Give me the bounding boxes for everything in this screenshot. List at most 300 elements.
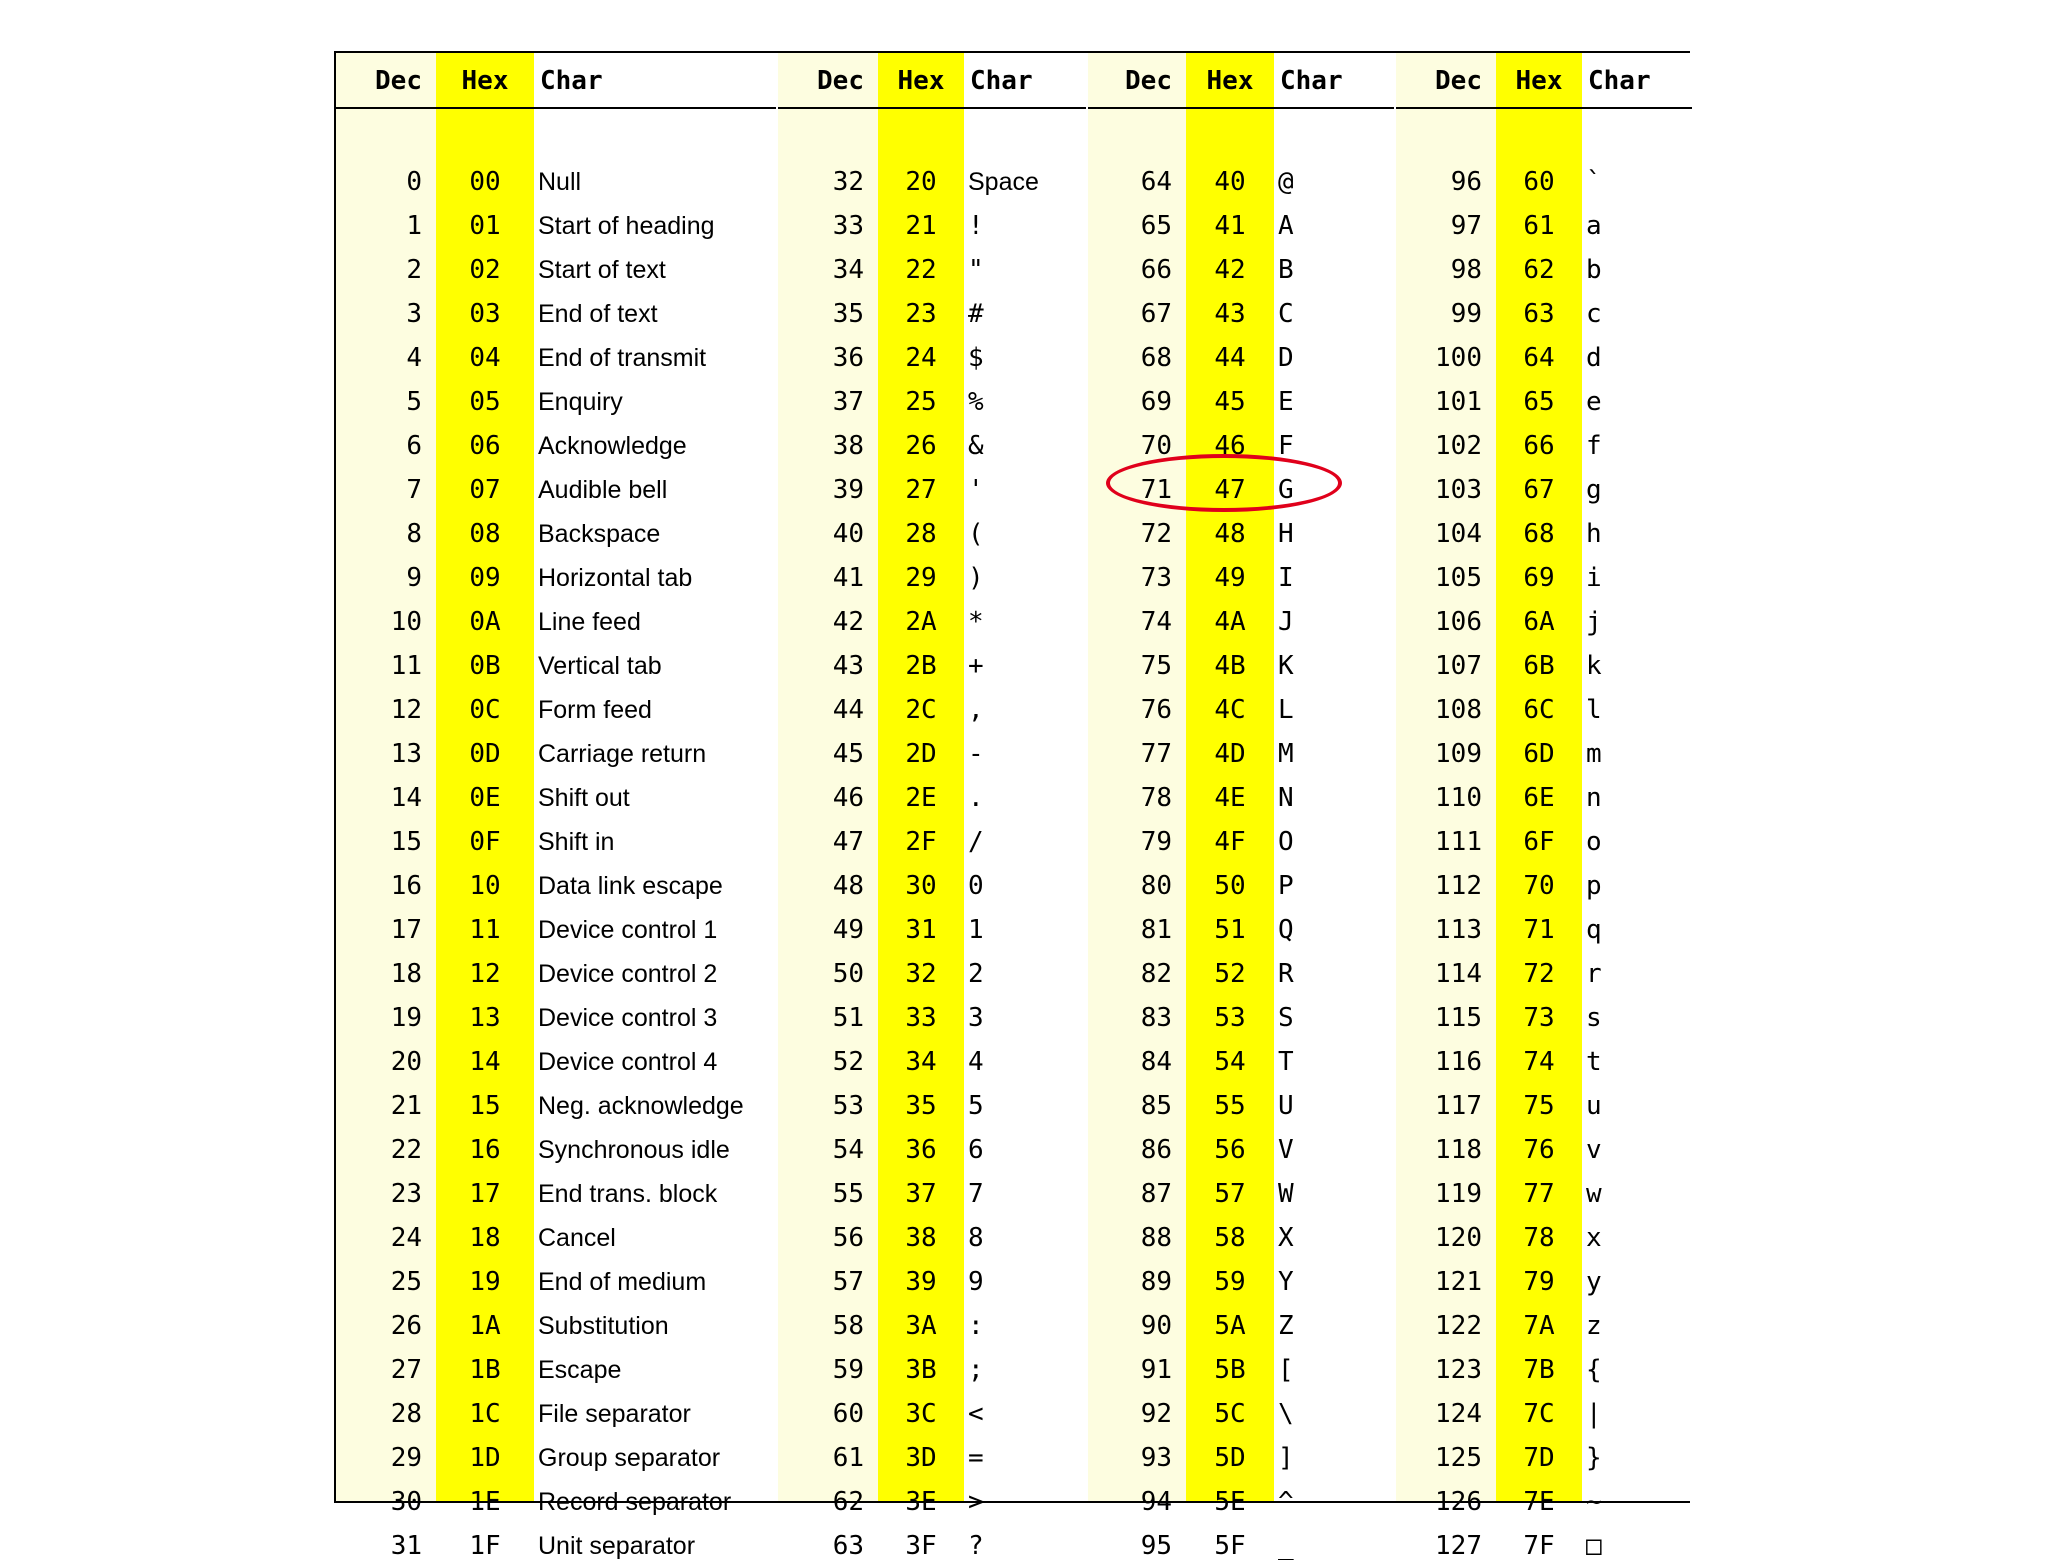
column-group-2	[778, 53, 1088, 1561]
char-cell: ]	[1278, 1443, 1294, 1473]
dec-cell: 75	[1140, 651, 1172, 681]
char-cell: I	[1278, 563, 1294, 593]
char-cell: 1	[968, 915, 984, 945]
char-cell: v	[1586, 1135, 1602, 1165]
dec-cell: 88	[1140, 1223, 1172, 1253]
dec-cell: 91	[1140, 1355, 1172, 1385]
hex-cell: 65	[1523, 387, 1555, 417]
dec-cell: 7	[406, 475, 422, 505]
hex-cell: 40	[1214, 167, 1246, 197]
hex-cell: 37	[905, 1179, 937, 1209]
hex-cell: 6A	[1523, 607, 1555, 637]
hex-cell: 13	[469, 1003, 501, 1033]
dec-cell: 45	[832, 739, 864, 769]
hex-cell: 1D	[469, 1443, 501, 1473]
char-cell: u	[1586, 1091, 1602, 1121]
hex-cell: 30	[905, 871, 937, 901]
control-name-cell: Device control 1	[538, 916, 718, 944]
dec-cell: 80	[1140, 871, 1172, 901]
dec-cell: 127	[1435, 1531, 1482, 1561]
dec-cell: 123	[1435, 1355, 1482, 1385]
dec-cell: 73	[1140, 563, 1172, 593]
hex-cell: 06	[469, 431, 501, 461]
hex-cell: 19	[469, 1267, 501, 1297]
dec-cell: 107	[1435, 651, 1482, 681]
char-cell: 7	[968, 1179, 984, 1209]
hex-cell: 2A	[905, 607, 937, 637]
char-cell: |	[1586, 1399, 1602, 1429]
hex-cell: 2B	[905, 651, 937, 681]
header-divider	[1088, 107, 1394, 109]
hex-cell: 12	[469, 959, 501, 989]
control-name-cell: End of transmit	[538, 344, 707, 372]
hex-cell: 23	[905, 299, 937, 329]
dec-cell: 3	[406, 299, 422, 329]
char-cell: ,	[968, 695, 984, 725]
char-cell: (	[968, 519, 984, 549]
dec-cell: 40	[832, 519, 864, 549]
dec-cell: 105	[1435, 563, 1482, 593]
hex-cell: 43	[1214, 299, 1246, 329]
char-cell: p	[1586, 871, 1602, 901]
hex-cell: 3E	[905, 1487, 937, 1517]
hex-cell: 01	[469, 211, 501, 241]
char-cell: 2	[968, 959, 984, 989]
dec-cell: 39	[832, 475, 864, 505]
control-name-cell: Backspace	[538, 520, 661, 548]
char-cell: .	[968, 783, 984, 813]
control-name-cell: Device control 4	[538, 1048, 718, 1076]
dec-cell: 42	[832, 607, 864, 637]
header-divider	[1396, 107, 1692, 109]
hex-cell: 63	[1523, 299, 1555, 329]
dec-cell: 96	[1450, 167, 1482, 197]
char-cell: $	[968, 343, 984, 373]
dec-cell: 79	[1140, 827, 1172, 857]
char-cell: m	[1586, 739, 1602, 769]
header-divider	[778, 107, 1086, 109]
dec-cell: 122	[1435, 1311, 1482, 1341]
char-cell: 3	[968, 1003, 984, 1033]
char-cell: L	[1278, 695, 1294, 725]
hex-cell: 7E	[1523, 1487, 1555, 1517]
dec-cell: 48	[832, 871, 864, 901]
dec-cell: 82	[1140, 959, 1172, 989]
char-cell: w	[1586, 1179, 1602, 1209]
dec-cell: 41	[832, 563, 864, 593]
char-cell: f	[1586, 431, 1602, 461]
control-name-cell: Enquiry	[538, 388, 623, 416]
hex-cell: 1C	[469, 1399, 501, 1429]
dec-cell: 125	[1435, 1443, 1482, 1473]
header-dec: Dec	[817, 66, 864, 96]
control-name-cell: Start of text	[538, 256, 666, 284]
hex-cell: 72	[1523, 959, 1555, 989]
dec-cell: 44	[832, 695, 864, 725]
char-cell: @	[1278, 167, 1294, 197]
dec-cell: 29	[390, 1443, 422, 1473]
header-char: Char	[540, 66, 603, 96]
hex-cell: 09	[469, 563, 501, 593]
control-name-cell: Horizontal tab	[538, 564, 693, 592]
hex-cell: 1A	[469, 1311, 501, 1341]
hex-cell: 07	[469, 475, 501, 505]
control-name-cell: Substitution	[538, 1312, 669, 1340]
hex-cell: 7A	[1523, 1311, 1555, 1341]
hex-cell: 2E	[905, 783, 937, 813]
char-cell: `	[1586, 167, 1602, 197]
hex-cell: 2F	[905, 827, 937, 857]
hex-cell: 79	[1523, 1267, 1555, 1297]
hex-cell: 4E	[1214, 783, 1246, 813]
dec-cell: 53	[832, 1091, 864, 1121]
hex-cell: 05	[469, 387, 501, 417]
char-cell: z	[1586, 1311, 1602, 1341]
hex-cell: 3C	[905, 1399, 937, 1429]
dec-cell: 104	[1435, 519, 1482, 549]
dec-cell: 102	[1435, 431, 1482, 461]
char-cell: +	[968, 651, 984, 681]
hex-cell: 3D	[905, 1443, 937, 1473]
hex-cell: 5D	[1214, 1443, 1246, 1473]
dec-cell: 16	[390, 871, 422, 901]
hex-cell: 78	[1523, 1223, 1555, 1253]
char-cell: Z	[1278, 1311, 1294, 1341]
hex-cell: 04	[469, 343, 501, 373]
char-cell: U	[1278, 1091, 1294, 1121]
dec-cell: 106	[1435, 607, 1482, 637]
hex-cell: 14	[469, 1047, 501, 1077]
hex-cell: 51	[1214, 915, 1246, 945]
hex-cell: 3B	[905, 1355, 937, 1385]
dec-cell: 78	[1140, 783, 1172, 813]
char-cell: O	[1278, 827, 1294, 857]
dec-cell: 126	[1435, 1487, 1482, 1517]
char-cell: \	[1278, 1399, 1294, 1429]
hex-cell: 47	[1214, 475, 1246, 505]
hex-cell: 67	[1523, 475, 1555, 505]
hex-cell: 0D	[469, 739, 501, 769]
dec-cell: 24	[390, 1223, 422, 1253]
dec-cell: 14	[390, 783, 422, 813]
dec-cell: 66	[1140, 255, 1172, 285]
hex-cell: 54	[1214, 1047, 1246, 1077]
hex-cell: 11	[469, 915, 501, 945]
dec-cell: 50	[832, 959, 864, 989]
hex-cell: 24	[905, 343, 937, 373]
hex-cell: 15	[469, 1091, 501, 1121]
dec-cell: 12	[390, 695, 422, 725]
dec-cell: 43	[832, 651, 864, 681]
char-cell: :	[968, 1311, 984, 1341]
hex-cell: 66	[1523, 431, 1555, 461]
header-char: Char	[1280, 66, 1343, 96]
hex-cell: 0A	[469, 607, 501, 637]
hex-cell: 1E	[469, 1487, 501, 1517]
hex-cell: 0E	[469, 783, 501, 813]
header-dec: Dec	[1125, 66, 1172, 96]
hex-cell: 6C	[1523, 695, 1555, 725]
dec-cell: 90	[1140, 1311, 1172, 1341]
dec-cell: 87	[1140, 1179, 1172, 1209]
hex-cell: 77	[1523, 1179, 1555, 1209]
dec-cell: 2	[406, 255, 422, 285]
dec-cell: 60	[832, 1399, 864, 1429]
hex-cell: 4C	[1214, 695, 1246, 725]
hex-cell: 08	[469, 519, 501, 549]
char-cell: M	[1278, 739, 1294, 769]
hex-cell: 29	[905, 563, 937, 593]
dec-cell: 69	[1140, 387, 1172, 417]
dec-cell: 28	[390, 1399, 422, 1429]
hex-cell: 68	[1523, 519, 1555, 549]
dec-cell: 116	[1435, 1047, 1482, 1077]
dec-cell: 98	[1450, 255, 1482, 285]
dec-cell: 18	[390, 959, 422, 989]
hex-cell: 17	[469, 1179, 501, 1209]
char-cell: B	[1278, 255, 1294, 285]
control-name-cell: Data link escape	[538, 872, 723, 900]
hex-cell: 4A	[1214, 607, 1246, 637]
hex-cell: 02	[469, 255, 501, 285]
char-cell: V	[1278, 1135, 1294, 1165]
dec-cell: 95	[1140, 1531, 1172, 1561]
hex-cell: 20	[905, 167, 937, 197]
char-cell: 0	[968, 871, 984, 901]
char-cell: E	[1278, 387, 1294, 417]
dec-cell: 32	[832, 167, 864, 197]
hex-cell: 6F	[1523, 827, 1555, 857]
char-cell: H	[1278, 519, 1294, 549]
header-hex: Hex	[897, 66, 945, 96]
hex-cell: 34	[905, 1047, 937, 1077]
char-cell: J	[1278, 607, 1294, 637]
dec-cell: 94	[1140, 1487, 1172, 1517]
char-cell: 5	[968, 1091, 984, 1121]
dec-cell: 57	[832, 1267, 864, 1297]
hex-cell: 22	[905, 255, 937, 285]
dec-cell: 119	[1435, 1179, 1482, 1209]
hex-cell: 59	[1214, 1267, 1246, 1297]
dec-cell: 92	[1140, 1399, 1172, 1429]
control-name-cell: Carriage return	[538, 740, 707, 768]
dec-cell: 85	[1140, 1091, 1172, 1121]
header-hex: Hex	[461, 66, 509, 96]
char-cell: □	[1586, 1531, 1602, 1561]
column-group-1	[336, 53, 778, 1561]
dec-cell: 62	[832, 1487, 864, 1517]
hex-cell: 7C	[1523, 1399, 1555, 1429]
control-name-cell: Neg. acknowledge	[538, 1092, 744, 1120]
hex-cell: 75	[1523, 1091, 1555, 1121]
dec-cell: 113	[1435, 915, 1482, 945]
hex-cell: 21	[905, 211, 937, 241]
char-cell: X	[1278, 1223, 1294, 1253]
hex-cell: 71	[1523, 915, 1555, 945]
dec-cell: 21	[390, 1091, 422, 1121]
dec-cell: 81	[1140, 915, 1172, 945]
hex-cell: 33	[905, 1003, 937, 1033]
hex-cell: 76	[1523, 1135, 1555, 1165]
dec-cell: 121	[1435, 1267, 1482, 1297]
char-cell: o	[1586, 827, 1602, 857]
dec-cell: 33	[832, 211, 864, 241]
hex-cell: 28	[905, 519, 937, 549]
hex-cell: 27	[905, 475, 937, 505]
dec-cell: 35	[832, 299, 864, 329]
header-divider	[336, 107, 776, 109]
control-name-cell: Device control 2	[538, 960, 718, 988]
char-cell: l	[1586, 695, 1602, 725]
dec-cell: 27	[390, 1355, 422, 1385]
char-cell: n	[1586, 783, 1602, 813]
char-cell: C	[1278, 299, 1294, 329]
hex-cell: 2C	[905, 695, 937, 725]
hex-cell: 25	[905, 387, 937, 417]
char-cell: F	[1278, 431, 1294, 461]
char-cell: x	[1586, 1223, 1602, 1253]
hex-cell: 0F	[469, 827, 501, 857]
char-cell: 4	[968, 1047, 984, 1077]
dec-cell: 83	[1140, 1003, 1172, 1033]
hex-cell: 32	[905, 959, 937, 989]
char-cell: ~	[1586, 1487, 1602, 1517]
char-cell: ;	[968, 1355, 984, 1385]
dec-cell: 64	[1140, 167, 1172, 197]
hex-cell: 5E	[1214, 1487, 1246, 1517]
column-group-3	[1088, 53, 1396, 1561]
hex-cell: 4D	[1214, 739, 1246, 769]
dec-cell: 52	[832, 1047, 864, 1077]
char-cell: "	[968, 255, 984, 285]
char-cell: s	[1586, 1003, 1602, 1033]
hex-cell: 60	[1523, 167, 1555, 197]
char-cell: #	[968, 299, 984, 329]
char-cell: N	[1278, 783, 1294, 813]
dec-cell: 101	[1435, 387, 1482, 417]
dec-cell: 86	[1140, 1135, 1172, 1165]
hex-cell: 4F	[1214, 827, 1246, 857]
hex-cell: 44	[1214, 343, 1246, 373]
dec-cell: 49	[832, 915, 864, 945]
hex-cell: 6E	[1523, 783, 1555, 813]
hex-cell: 50	[1214, 871, 1246, 901]
dec-cell: 120	[1435, 1223, 1482, 1253]
char-cell: G	[1278, 475, 1294, 505]
dec-cell: 108	[1435, 695, 1482, 725]
dec-cell: 4	[406, 343, 422, 373]
char-cell: P	[1278, 871, 1294, 901]
control-name-cell: Synchronous idle	[538, 1136, 730, 1164]
control-name-cell: End of text	[538, 300, 658, 328]
char-cell: =	[968, 1443, 984, 1473]
hex-cell: 58	[1214, 1223, 1246, 1253]
char-cell: '	[968, 475, 984, 505]
dec-cell: 124	[1435, 1399, 1482, 1429]
char-cell: R	[1278, 959, 1294, 989]
char-cell: b	[1586, 255, 1602, 285]
dec-cell: 20	[390, 1047, 422, 1077]
hex-cell: 26	[905, 431, 937, 461]
control-name-cell: Line feed	[538, 608, 641, 636]
hex-cell: 74	[1523, 1047, 1555, 1077]
char-cell: 9	[968, 1267, 984, 1297]
dec-cell: 93	[1140, 1443, 1172, 1473]
control-name-cell: Cancel	[538, 1224, 616, 1252]
hex-cell: 62	[1523, 255, 1555, 285]
dec-cell: 84	[1140, 1047, 1172, 1077]
char-cell: &	[968, 431, 984, 461]
control-name-cell: Acknowledge	[538, 432, 687, 460]
hex-cell: 18	[469, 1223, 501, 1253]
dec-cell: 74	[1140, 607, 1172, 637]
control-name-cell: Escape	[538, 1356, 622, 1384]
dec-cell: 72	[1140, 519, 1172, 549]
hex-cell: 5F	[1214, 1531, 1246, 1561]
dec-cell: 55	[832, 1179, 864, 1209]
dec-cell: 67	[1140, 299, 1172, 329]
control-name-cell: Group separator	[538, 1444, 721, 1472]
char-cell: A	[1278, 211, 1294, 241]
dec-cell: 68	[1140, 343, 1172, 373]
dec-cell: 22	[390, 1135, 422, 1165]
char-cell: t	[1586, 1047, 1602, 1077]
hex-cell: 7B	[1523, 1355, 1555, 1385]
dec-cell: 114	[1435, 959, 1482, 989]
dec-cell: 47	[832, 827, 864, 857]
dec-cell: 71	[1140, 475, 1172, 505]
char-cell: K	[1278, 651, 1294, 681]
dec-cell: 34	[832, 255, 864, 285]
char-cell: q	[1586, 915, 1602, 945]
hex-cell: 16	[469, 1135, 501, 1165]
hex-cell: 5C	[1214, 1399, 1246, 1429]
char-cell: e	[1586, 387, 1602, 417]
char-cell: <	[968, 1399, 984, 1429]
dec-cell: 109	[1435, 739, 1482, 769]
hex-cell: 00	[469, 167, 501, 197]
dec-cell: 6	[406, 431, 422, 461]
hex-cell: 46	[1214, 431, 1246, 461]
dec-cell: 37	[832, 387, 864, 417]
char-cell: g	[1586, 475, 1602, 505]
dec-cell: 77	[1140, 739, 1172, 769]
char-cell: )	[968, 563, 984, 593]
hex-cell: 41	[1214, 211, 1246, 241]
dec-cell: 76	[1140, 695, 1172, 725]
dec-cell: 15	[390, 827, 422, 857]
hex-cell: 3F	[905, 1531, 937, 1561]
dec-cell: 54	[832, 1135, 864, 1165]
control-name-cell: End trans. block	[538, 1180, 718, 1208]
char-cell: a	[1586, 211, 1602, 241]
char-cell: k	[1586, 651, 1602, 681]
dec-cell: 99	[1450, 299, 1482, 329]
dec-cell: 26	[390, 1311, 422, 1341]
control-name-cell: Unit separator	[538, 1532, 696, 1560]
hex-cell: 64	[1523, 343, 1555, 373]
hex-cell: 42	[1214, 255, 1246, 285]
char-cell: T	[1278, 1047, 1294, 1077]
header-hex: Hex	[1515, 66, 1563, 96]
char-cell: Y	[1278, 1267, 1294, 1297]
dec-cell: 19	[390, 1003, 422, 1033]
hex-cell: 5A	[1214, 1311, 1246, 1341]
hex-cell: 52	[1214, 959, 1246, 989]
dec-cell: 8	[406, 519, 422, 549]
hex-cell: 0C	[469, 695, 501, 725]
control-name-cell: Audible bell	[538, 476, 668, 504]
